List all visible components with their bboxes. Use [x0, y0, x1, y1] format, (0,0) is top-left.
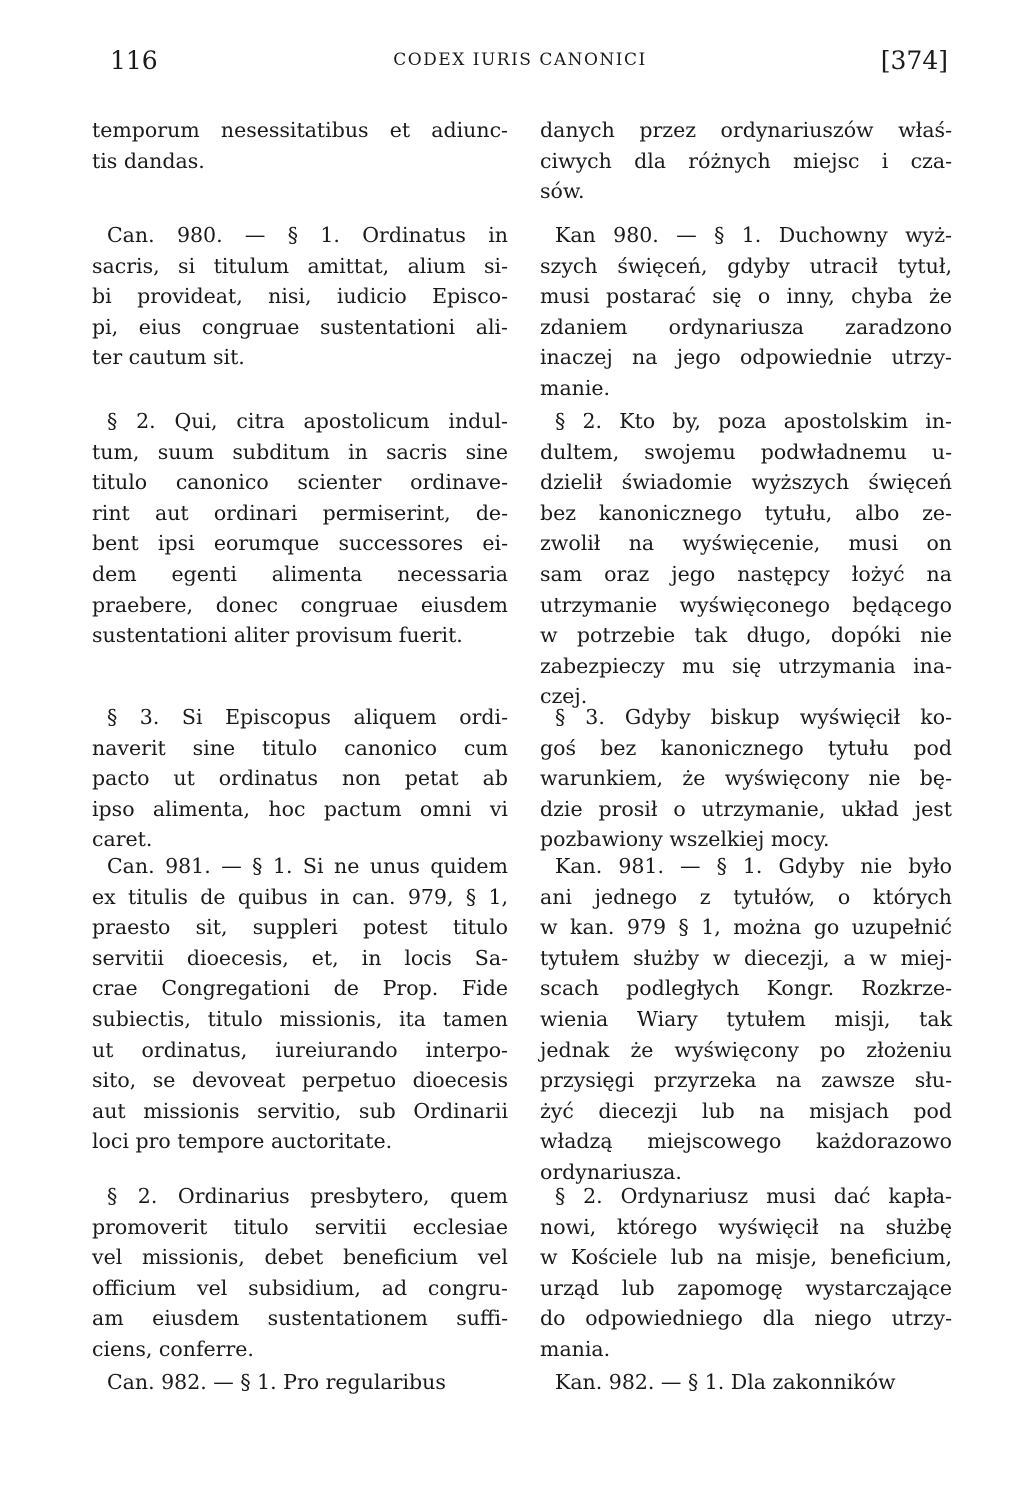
- text-line: pi, eius congruae sustentationi ali-: [92, 314, 508, 339]
- text-line: sam oraz jego następcy łożyć na: [540, 561, 952, 586]
- latin-paragraph: [92, 702, 508, 855]
- text-line: nowi, którego wyświęcił na służbę: [540, 1214, 952, 1239]
- text-line: Kan. 982. — § 1. Dla zakonników: [555, 1370, 896, 1394]
- text-line: subiectis, titulo missionis, ita tamen: [92, 1006, 508, 1031]
- text-line: Kan. 981. — § 1. Gdyby nie było: [555, 854, 952, 878]
- text-line: titulo canonico scienter ordinave-: [92, 470, 508, 495]
- text-line: jednak że wyświęcony po złożeniu: [540, 1037, 952, 1062]
- text-line: § 2. Ordinarius presbytero, quem: [107, 1184, 508, 1208]
- text-line: bi provideat, nisi, iudicio Episco-: [92, 284, 508, 309]
- text-line: crae Congregationi de Prop. Fide: [92, 976, 508, 1001]
- text-line: danych przez ordynariuszów właś-: [540, 118, 952, 142]
- text-line: naverit sine titulo canonico cum: [92, 735, 508, 760]
- text-line: promoverit titulo servitii ecclesiae: [92, 1214, 508, 1239]
- text-line: Can. 980. — § 1. Ordinatus in: [107, 223, 508, 247]
- text-line: praesto sit, suppleri potest titulo: [92, 915, 508, 940]
- text-line: tytułem służby w diecezji, a w miej-: [540, 945, 952, 970]
- text-line: pacto ut ordinatus non petat ab: [92, 766, 508, 791]
- text-line: ordynariusza.: [540, 1159, 682, 1184]
- text-line: vel missionis, debet beneficium vel: [92, 1245, 508, 1270]
- text-line: dem egenti alimenta necessaria: [92, 561, 508, 586]
- text-line: caret.: [92, 827, 153, 852]
- text-line: goś bez kanonicznego tytułu pod: [540, 735, 952, 760]
- text-line: ciwych dla różnych miejsc i cza-: [540, 148, 952, 173]
- text-line: zdaniem ordynariusza zaradzono: [540, 314, 952, 339]
- text-line: bez kanonicznego tytułu, albo ze-: [540, 500, 952, 525]
- text-line: § 2. Ordynariusz musi dać kapła-: [555, 1184, 952, 1208]
- text-line: § 3. Gdyby biskup wyświęcił ko-: [555, 705, 952, 729]
- latin-paragraph: [92, 1367, 508, 1398]
- polish-paragraph: [540, 851, 952, 1188]
- text-line: dzielił świadomie wyższych święceń: [540, 470, 952, 495]
- polish-paragraph: [540, 1181, 952, 1365]
- polish-paragraph: [540, 702, 952, 855]
- text-line: Can. 982. — § 1. Pro regularibus: [107, 1370, 446, 1394]
- text-line: przysięgi przyrzeka na zawsze słu-: [540, 1068, 952, 1093]
- running-title: CODEX IURIS CANONICI: [393, 50, 647, 70]
- polish-paragraph: [540, 406, 952, 712]
- text-line: ter cautum sit.: [92, 345, 245, 370]
- latin-paragraph: [92, 851, 508, 1157]
- text-line: sów.: [540, 179, 585, 204]
- text-line: w kan. 979 § 1, można go uzupełnić: [540, 915, 952, 940]
- text-line: sustentationi aliter provisum fuerit.: [92, 623, 463, 648]
- text-line: servitii dioecesis, et, in locis Sa-: [92, 945, 508, 970]
- text-line: aut missionis servitio, sub Ordinarii: [92, 1098, 508, 1123]
- polish-paragraph: [540, 1367, 952, 1398]
- latin-paragraph: [92, 406, 508, 651]
- text-line: bent ipsi eorumque successores ei-: [92, 531, 508, 556]
- text-line: temporum nesessitatibus et adiunc-: [92, 118, 508, 142]
- text-line: sito, se devoveat perpetuo dioecesis: [92, 1068, 508, 1093]
- page-number: 116: [110, 46, 158, 75]
- page-header: [92, 46, 948, 86]
- latin-paragraph: [92, 220, 508, 373]
- text-line: am eiusdem sustentationem suffi-: [92, 1306, 508, 1331]
- text-line: dultem, swojemu podwładnemu u-: [540, 439, 952, 464]
- text-line: wienia Wiary tytułem misji, tak: [540, 1006, 952, 1031]
- text-line: szych święceń, gdyby utracił tytuł,: [540, 253, 952, 278]
- text-line: ani jednego z tytułów, o których: [540, 884, 952, 909]
- text-line: żyć diecezji lub na misjach pod: [540, 1098, 952, 1123]
- text-line: ex titulis de quibus in can. 979, § 1,: [92, 884, 508, 909]
- text-line: Can. 981. — § 1. Si ne unus quidem: [107, 854, 508, 878]
- text-line: czej.: [540, 684, 588, 709]
- page-reference: [374]: [880, 46, 948, 75]
- text-line: do odpowiedniego dla niego utrzy-: [540, 1306, 952, 1331]
- text-line: warunkiem, że wyświęcony nie bę-: [540, 766, 952, 791]
- text-line: scach podległych Kongr. Rozkrze-: [540, 976, 952, 1001]
- text-line: urząd lub zapomogę wystarczające: [540, 1275, 952, 1300]
- polish-paragraph: [540, 220, 952, 404]
- text-line: musi postarać się o inny, chyba że: [540, 284, 952, 309]
- text-line: Kan 980. — § 1. Duchowny wyż-: [555, 223, 952, 247]
- text-line: officium vel subsidium, ad congru-: [92, 1275, 508, 1300]
- text-line: § 2. Kto by, poza apostolskim in-: [555, 409, 952, 433]
- text-line: praebere, donec congruae eiusdem: [92, 592, 508, 617]
- text-line: inaczej na jego odpowiednie utrzy-: [540, 345, 952, 370]
- polish-paragraph: [540, 115, 952, 207]
- latin-paragraph: [92, 1181, 508, 1365]
- latin-paragraph: [92, 115, 508, 176]
- text-line: sacris, si titulum amittat, alium si-: [92, 253, 508, 278]
- text-line: § 2. Qui, citra apostolicum indul-: [107, 409, 508, 433]
- text-line: w potrzebie tak długo, dopóki nie: [540, 623, 952, 648]
- text-line: w Kościele lub na misje, beneficium,: [540, 1245, 952, 1270]
- text-line: utrzymanie wyświęconego będącego: [540, 592, 952, 617]
- text-line: zwolił na wyświęcenie, musi on: [540, 531, 952, 556]
- text-line: manie.: [540, 375, 611, 400]
- text-line: ipso alimenta, hoc pactum omni vi: [92, 796, 508, 821]
- text-line: władzą miejscowego każdorazowo: [540, 1129, 952, 1154]
- text-line: § 3. Si Episcopus aliquem ordi-: [107, 705, 508, 729]
- text-line: ciens, conferre.: [92, 1336, 254, 1361]
- text-line: ut ordinatus, iureiurando interpo-: [92, 1037, 508, 1062]
- text-line: tum, suum subditum in sacris sine: [92, 439, 508, 464]
- text-line: tis dandas.: [92, 148, 205, 173]
- text-line: mania.: [540, 1336, 611, 1361]
- text-line: rint aut ordinari permiserint, de-: [92, 500, 508, 525]
- text-line: loci pro tempore auctoritate.: [92, 1129, 393, 1154]
- text-line: dzie prosił o utrzymanie, układ jest: [540, 796, 952, 821]
- text-line: zabezpieczy mu się utrzymania ina-: [540, 653, 952, 678]
- text-line: pozbawiony wszelkiej mocy.: [540, 827, 830, 852]
